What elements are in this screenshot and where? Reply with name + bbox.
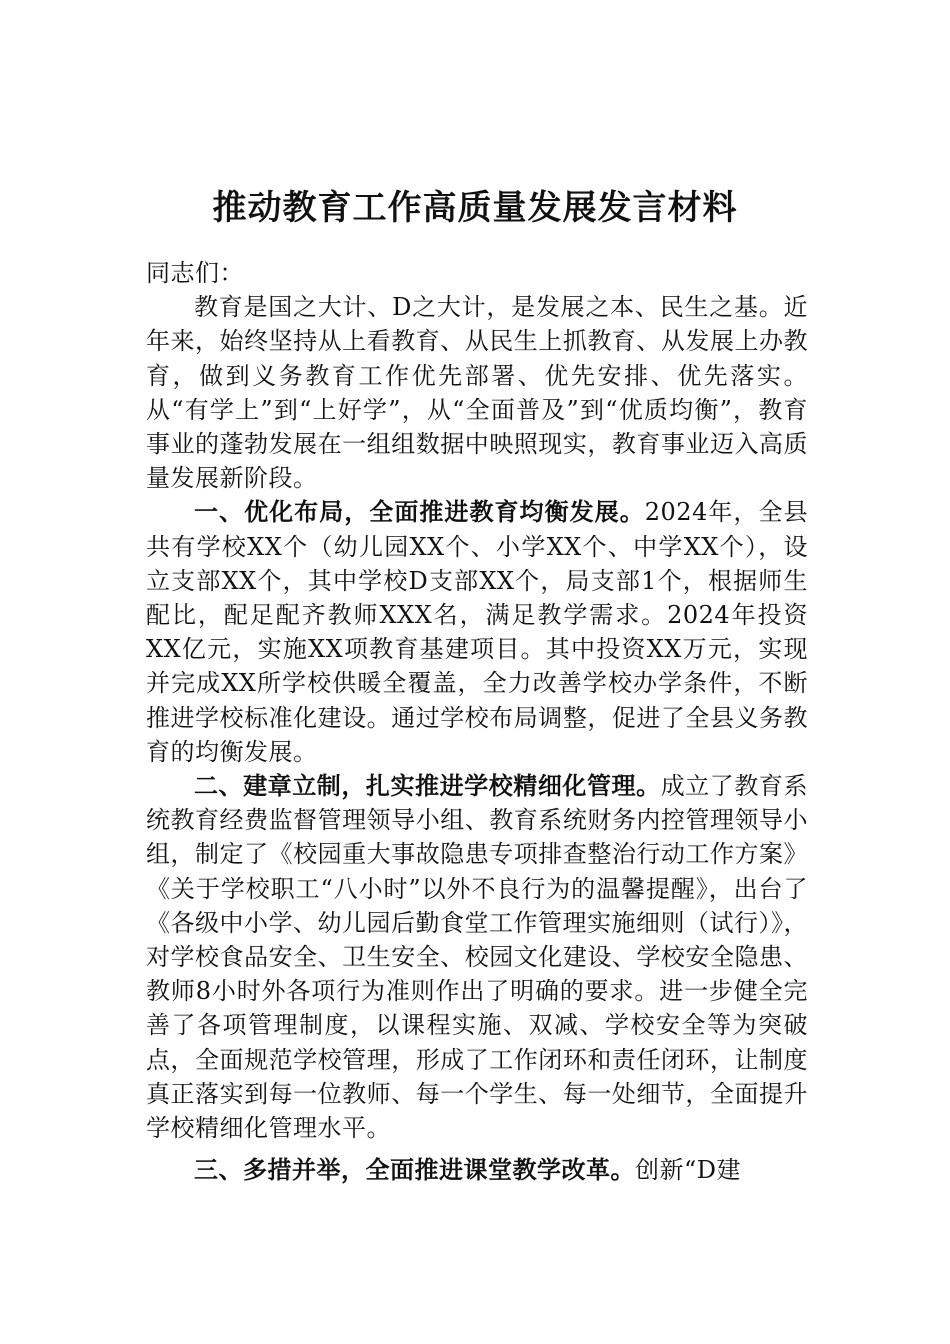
document-title: 推动教育工作高质量发展发言材料	[212, 187, 738, 228]
section-heading-1: 一、优化布局，全面推进教育均衡发展。	[194, 498, 645, 527]
section-text-3: 创新“D建	[635, 1156, 742, 1185]
salutation: 同志们：	[146, 259, 244, 287]
section-paragraph-1	[146, 495, 808, 769]
section-heading-3: 三、多措并举，全面推进课堂教学改革。	[194, 1156, 635, 1185]
section-text-2: 成立了教育系统教育经费监督管理领导小组、教育系统财务内控管理领导小组，制定了《校园重大事故隐患专项排查整治行动工作方案》《关于学校职工“八小时”以外不良行为的温馨提醒》，出台了《各级中小学、幼儿园后勤食堂工作管理实施细则（试行）》，对学校食品安全、卫生安全、校园文化建设、学校安全隐患、教师8小时外各项行为准则作出了明确的要求。进一步健全完善了各项管理制度，以课程实施、双减、学校安全等为突破点，全面规范学校管理，形成了工作闭环和责任闭环，让制度真正落实到每一位教师、每一个学生、每一处细节，全面提升学校精细化管理水平。	[146, 772, 808, 1143]
intro-paragraph: 教育是国之大计、D之大计，是发展之本、民生之基。近年来，始终坚持从上看教育、从民生上抓教育、从发展上办教育，做到义务教育工作优先部署、优先安排、优先落实。从“有学上”到“上好学”，从“全面普及”到“优质均衡”，教育事业的蓬勃发展在一组组数据中映照现实，教育事业迈入高质量发展新阶段。	[146, 293, 808, 493]
document-body	[146, 256, 808, 1187]
section-heading-2: 二、建章立制，扎实推进学校精细化管理。	[194, 772, 661, 801]
section-text-1: 2024年，全县共有学校XX个（幼儿园XX个、小学XX个、中学XX个），设立支部XX个，其中学校D支部XX个，局支部1个，根据师生配比，配足配齐教师XXX名，满足教学需求。2024年投资XX亿元，实施XX项教育基建项目。其中投资XX万元，实现并完成XX所学校供暖全覆盖，全力改善学校办学条件，不断推进学校标准化建设。通过学校布局调整，促进了全县义务教育的均衡发展。	[146, 498, 809, 766]
section-paragraph-3	[146, 1153, 808, 1187]
section-paragraph-2	[146, 769, 808, 1145]
